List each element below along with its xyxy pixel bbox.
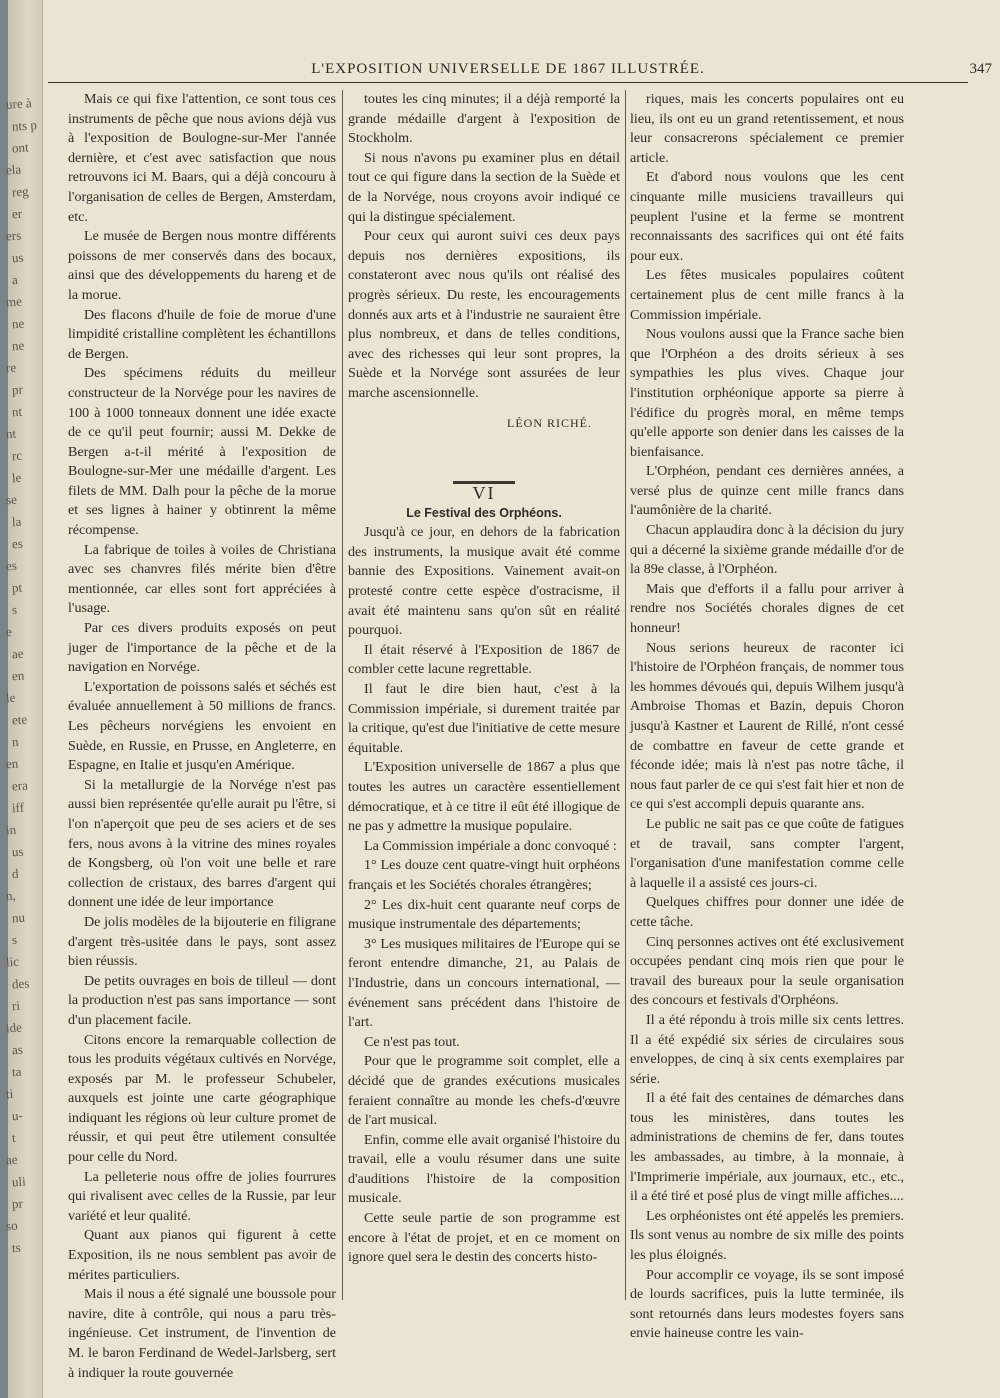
festival-article-start <box>348 523 620 1268</box>
paragraph: Il a été répondu à trois mille six cents lettres. Il a été expédié six séries de circulaires sous enveloppes, de cinq à six cents exemplaires par série. <box>630 1011 904 1087</box>
paragraph: Ce n'est pas tout. <box>364 1033 460 1050</box>
paragraph: Enfin, comme elle avait organisé l'histoire du travail, elle a voulu résumer dans une suite d'auditions l'histoire de la composition musicale. <box>348 1131 620 1207</box>
paragraph: Chacun applaudira donc à la décision du jury qui a décerné la sixième grande médaille d'or de la 89e classe, à l'Orphéon. <box>630 522 904 578</box>
paragraph: Mais ce qui fixe l'attention, ce sont tous ces instruments de pêche que nous avions déjà vus à l'exposition de Boulogne-sur-Mer l'année dernière, et c'est avec satisfaction que nous retrouvons ici M. Baars, qui a déjà concouru à l'organisation de celles de Bergen, Amsterdam, etc. <box>68 91 336 225</box>
paragraph: L'exportation de poissons salés et séchés est évaluée annuellement à 50 millions de francs. Les pêcheurs norvégiens les envoient en Suède, en Russie, en Prusse, en Angleterre, en Espagne, en Italie et jusqu'en Amérique. <box>68 678 336 774</box>
edge-text-fragment: er <box>11 205 23 222</box>
edge-text-fragment: nu <box>11 909 26 926</box>
edge-text-fragment: u- <box>11 1107 24 1124</box>
paragraph: L'Orphéon, pendant ces dernières années, a versé plus de quinze cent mille francs dans l'aumônière de la charité. <box>630 463 904 519</box>
edge-text-fragment: ure à <box>5 95 33 112</box>
edge-text-fragment: rc <box>11 447 23 464</box>
edge-text-fragment: en <box>5 755 19 772</box>
edge-text-fragment: ide <box>5 1019 23 1036</box>
edge-text-fragment: ti <box>5 1085 14 1102</box>
edge-text-fragment: ts <box>11 1239 22 1256</box>
column-2 <box>348 90 620 1290</box>
edge-text-fragment: ne <box>11 315 25 332</box>
edge-text-fragment: nts p <box>11 117 38 134</box>
paragraph: Le musée de Bergen nous montre différents poissons de mer conservés dans des bocaux, ainsi que des développements du hareng et de la morue. <box>68 228 336 303</box>
paragraph: Nous serions heureux de raconter ici l'histoire de l'Orphéon français, de nommer tous les hommes dévoués qui, depuis Wilhem jusqu'à Ambroise Thomas et Bazin, depuis Choron jusqu'à Kastner et Laurent de Rillé, n'ont cessé de combattre en faveur de cette grande et féconde idée; mais là n'est pas notre tâche, il nous faut parler de ce qui s'est fait hier et non de ce qui s'est accompli depuis quarante ans. <box>630 639 904 813</box>
edge-text-fragment: nt <box>5 425 17 442</box>
edge-text-fragment: re <box>5 359 17 376</box>
edge-text-fragment: ers <box>5 227 22 244</box>
edge-text-fragment: uli <box>11 1173 27 1190</box>
paragraph: Il était réservé à l'Exposition de 1867 de combler cette lacune regrettable. <box>348 641 620 678</box>
edge-text-fragment: us <box>11 843 25 860</box>
edge-text-fragment: in <box>5 821 17 838</box>
article-ending <box>348 90 620 404</box>
section-title: Le Festival des Orphéons. <box>406 505 562 520</box>
edge-text-fragment: n, <box>5 887 17 904</box>
paragraph: Jusqu'à ce jour, en dehors de la fabrication des instruments, la musique avait été comme bannie des Expositions. Vainement avait-on protesté contre cette espèce d'ostracisme, il avait été maintenu sans qu'on sût en réalité pourquoi. <box>348 524 620 639</box>
edge-text-fragment: ne <box>11 337 25 354</box>
edge-text-fragment: pr <box>11 1195 24 1212</box>
edge-text-fragment: es <box>11 535 24 552</box>
paragraph: La pelleterie nous offre de jolies fourrures qui rivalisent avec celles de la Russie, par leur variété et leur qualité. <box>68 1168 336 1224</box>
paragraph: Citons encore la remarquable collection de tous les produits végétaux cultivés en Norvége, exposés par M. le professeur Schubeler, auxquels est jointe une carte géographique indiquant les régions où leur culture promet de réussir, et qui peut être utilement consultée pour celle du Nord. <box>68 1031 336 1166</box>
edge-text-fragment: t <box>11 1129 17 1146</box>
paragraph: Quelques chiffres pour donner une idée de cette tâche. <box>630 894 904 930</box>
edge-text-fragment: lic <box>5 953 20 970</box>
edge-text-fragment: ela <box>5 161 22 178</box>
column-rule <box>625 90 626 1300</box>
page-header <box>48 58 992 83</box>
column-3 <box>630 90 904 1342</box>
edge-text-fragment: n <box>11 733 19 750</box>
edge-text-fragment: pr <box>11 381 24 398</box>
paragraph: Si la metallurgie de la Norvége n'est pas aussi bien représentée qu'elle aurait pu l'être, si l'on n'aperçoit que peu de ses aciers et de ses fers, nous avons à la vitrine des mines royales de Kongsberg, où l'on voit une belle et rare collection de cristaux, des barres d'argent qui donnent une idée de leur importance <box>68 776 336 911</box>
edge-text-fragment: ont <box>11 139 30 156</box>
paragraph: Des flacons d'huile de foie de morue d'une limpidité cristalline complètent les échantillons de Bergen. <box>68 306 336 362</box>
paragraph: Pour ceux qui auront suivi ces deux pays depuis nos dernières expositions, ils constateront avec nous qu'ils ont réalisé des progrès sérieux. Du reste, les encouragements donnés aux arts et à l'industrie ne sauraient être plus nombreux, et dans de telles conditions, avec des richesses qui leur sont propres, la Suède et la Norvége sont assurées de leur marche ascensionnelle. <box>348 228 620 401</box>
paragraph: Par ces divers produits exposés on peut juger de l'importance de la pêche et de la navigation en Norvége. <box>68 620 336 676</box>
edge-text-fragment: ta <box>11 1063 22 1080</box>
paragraph: 3° Les musiques militaires de l'Europe qui se feront entendre dimanche, 21, au Palais de l'Industrie, dans un concours international, — événement sans précédent dans l'histoire de l'art. <box>348 935 620 1031</box>
edge-text-fragment: reg <box>11 183 30 200</box>
edge-text-fragment: s <box>11 601 18 618</box>
edge-text-fragment: le <box>5 689 16 706</box>
edge-text-fragment: ae <box>5 1151 19 1168</box>
edge-text-fragment: en <box>11 667 25 684</box>
paragraph: Quant aux pianos qui figurent à cette Exposition, ils ne nous semblent pas avoir de mérites particuliers. <box>68 1227 336 1283</box>
paragraph: La Commission impériale a donc convoqué : <box>364 837 617 854</box>
edge-text-fragment: des <box>11 975 30 992</box>
paragraph: riques, mais les concerts populaires ont eu lieu, ils ont eu un grand retentissement, et nous leur consacrerons spécialement ce premier article. <box>630 91 904 166</box>
edge-text-fragment: es <box>5 557 18 574</box>
paragraph: Il a été fait des centaines de démarches dans tous les ministères, dans toutes les administrations de chemins de fer, dans toutes les ambassades, au timbre, à la monnaie, à l'Imprimerie impériale, aux journaux, etc., etc., il a été tiré et posé plus de vingt mille affiches.... <box>630 1090 904 1205</box>
edge-text-fragment: era <box>11 777 29 794</box>
paragraph: De petits ouvrages en bois de tilleul — dont la production n'est pas sans importance — sont d'un placement facile. <box>68 972 336 1028</box>
edge-text-fragment: ae <box>11 645 25 662</box>
edge-text-fragment: se <box>5 491 18 508</box>
edge-text-fragment: as <box>11 1041 24 1058</box>
newspaper-page <box>5 0 1000 1398</box>
edge-text-fragment: le <box>11 469 22 486</box>
paragraph: Le public ne sait pas ce que coûte de fatigues et de travail, sans compter l'argent, l'organisation d'une manifestation comme celle à laquelle il a assisté ces jours-ci. <box>630 815 904 891</box>
paragraph: 1° Les douze cent quatre-vingt huit orphéons français et les Sociétés chorales étrangères; <box>348 857 620 893</box>
edge-text-fragment: nt <box>11 403 23 420</box>
edge-text-fragment: iff <box>11 799 25 816</box>
paragraph: Si nous n'avons pu examiner plus en détail tout ce qui figure dans la section de la Suède et de la Norvége, nous croyons avoir indiqué ce qui la distingue spécialement. <box>348 149 620 225</box>
paragraph: toutes les cinq minutes; il a déjà remporté la grande médaille d'argent à l'exposition de Stockholm. <box>348 91 620 147</box>
previous-page-edge <box>5 0 43 1398</box>
paragraph: Mais que d'efforts il a fallu pour arriver à rendre nos Sociétés chorales dignes de cet honneur! <box>630 580 904 637</box>
edge-text-fragment: us <box>11 249 25 266</box>
edge-text-fragment: pt <box>11 579 23 596</box>
edge-text-fragment: e <box>5 623 13 640</box>
paragraph: Nous voulons aussi que la France sache bien que l'Orphéon a des droits sérieux à ses sympathies les plus vives. Chaque jour l'institution orphéonique apporte sa pierre à l'édifice du progrès moral, en même temps qu'elle apporte son denier dans les caisses de la bienfaisance. <box>630 326 904 460</box>
edge-text-fragment: la <box>11 513 22 530</box>
paragraph: L'Exposition universelle de 1867 a plus que toutes les autres un caractère essentiellement démocratique, et à ce titre il eût été illogique de ne pas y admettre la musique populaire. <box>348 759 620 835</box>
edge-text-fragment: ete <box>11 711 28 728</box>
column-rule <box>342 90 343 1300</box>
paragraph: Mais il nous a été signalé une boussole pour navire, dite à contrôle, qui nous a paru très-ingénieuse. Cet instrument, de l'invention de M. le baron Ferdinand de Wedel-Jarlsberg, sert à indiquer la route gouvernée <box>68 1286 336 1381</box>
paragraph: Cette seule partie de son programme est encore à l'état de projet, et en ce moment on ignore quel sera le destin des concerts histo- <box>348 1210 620 1266</box>
paragraph: Cinq personnes actives ont été exclusivement occupées pendant cinq mois rien que pour le travail des bureaux pour la seule organisation des concours et festivals d'Orphéons. <box>630 933 904 1009</box>
edge-text-fragment: ri <box>11 997 21 1014</box>
paragraph: Et d'abord nous voulons que les cent cinquante mille musiciens travailleurs qui peuplent l'usine et la ferme se montrent reconnaissants des sacrifices qui ont été faits pour eux. <box>630 169 904 264</box>
paragraph: Les orphéonistes ont été appelés les premiers. Ils sont venus au nombre de six mille des points les plus éloignés. <box>630 1207 904 1264</box>
paragraph: De jolis modèles de la bijouterie en filigrane d'argent très-usitée dans le pays, sont assez bien réussis. <box>68 913 336 970</box>
paragraph: Les fêtes musicales populaires coûtent certainement plus de cent mille francs à la Commission impériale. <box>630 267 904 323</box>
paragraph: 2° Les dix-huit cent quarante neuf corps de musique instrumentale des départements; <box>348 896 620 933</box>
running-title: L'EXPOSITION UNIVERSELLE DE 1867 ILLUSTRÉE. <box>311 61 705 77</box>
paragraph: La fabrique de toiles à voiles de Christiana avec ses chanvres filés mérite bien d'être mentionnée, car elles sont fort appréciées à l'usage. <box>68 541 336 617</box>
paragraph: Pour accomplir ce voyage, ils se sont imposé de lourds sacrifices, puis la lutte terminée, ils sont retournés dans leurs modestes foyers sans envie haineuse contre les vain- <box>630 1266 904 1342</box>
paragraph: Des spécimens réduits du meilleur constructeur de la Norvége pour les navires de 100 à 1000 tonneaux donnent une idée exacte de ce qu'il peut fournir; aussi M. Dekke de Bergen a-t-il mérité à l'exposition de Boulogne-sur-Mer une médaille d'argent. Les filets de MM. Dalh pour la pêche de la morue et ses lignes à hainer y obtinrent la même récompense. <box>68 365 336 539</box>
author-signature: LÉON RICHÉ. <box>507 415 592 430</box>
column-1 <box>68 90 336 1381</box>
paragraph: Il faut le dire bien haut, c'est à la Commission impériale, si durement traitée par la critique, qu'est due l'initiative de cette mesure équitable. <box>348 681 620 756</box>
section-number: VI <box>472 483 496 504</box>
page-number: 347 <box>969 61 992 77</box>
edge-text-fragment: me <box>5 293 23 310</box>
edge-text-fragment: so <box>5 1217 19 1234</box>
edge-text-fragment: d <box>11 865 19 882</box>
edge-text-fragment: s <box>11 931 18 948</box>
edge-text-fragment: a <box>11 271 19 288</box>
paragraph: Pour que le programme soit complet, elle a décidé que de grandes exécutions musicales feraient connaître au monde les chefs-d'œuvre de l'art musical. <box>348 1053 620 1129</box>
